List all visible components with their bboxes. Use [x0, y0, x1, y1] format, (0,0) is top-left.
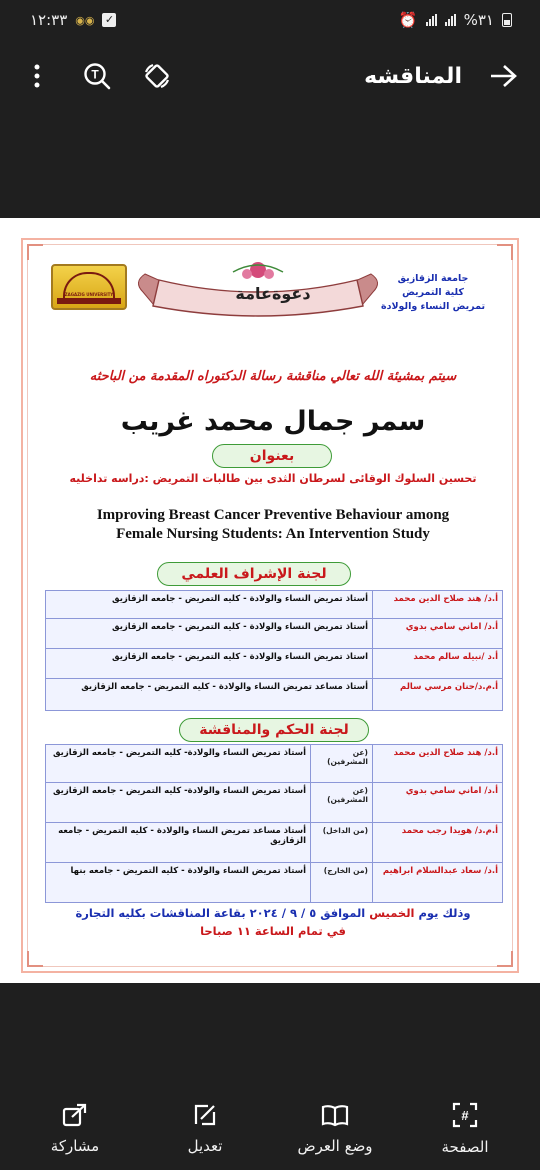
page-scan-icon	[452, 1102, 478, 1128]
member-name: أ.د/ سعاد عبدالسلام ابراهيم	[373, 863, 503, 903]
frame-corner	[497, 244, 513, 260]
signal-icon	[426, 14, 437, 26]
judgment-label: لجنة الحكم والمناقشة	[199, 722, 349, 738]
share-label: مشاركة	[50, 1137, 100, 1155]
svg-text:T: T	[91, 67, 99, 82]
footer-prefix: وذلك يوم	[418, 906, 471, 920]
book-icon	[321, 1103, 349, 1127]
department-name: تمريض النساء والولادة	[380, 301, 486, 312]
logo-caption: ZAGAZIG UNIVERSITY	[64, 292, 114, 297]
status-right	[399, 11, 512, 29]
researcher-name: سمر جمال محمد غريب	[120, 406, 426, 437]
app-bar-title-group	[364, 61, 518, 91]
university-name: جامعة الزقازيق	[397, 273, 469, 284]
page-label: الصفحة	[441, 1138, 489, 1156]
table-row	[46, 823, 503, 863]
english-title-line: Improving Breast Cancer Preventive Behaviour among	[96, 507, 450, 523]
view-mode-label: وضع العرض	[297, 1137, 373, 1155]
page-button[interactable]	[410, 1102, 520, 1156]
battery-text: %٣١	[463, 11, 494, 29]
frame-corner	[497, 951, 513, 967]
share-icon	[62, 1103, 88, 1127]
table-row	[46, 783, 503, 823]
app-bar	[0, 40, 540, 112]
bottom-nav	[0, 1088, 540, 1170]
check-icon: ✓	[102, 13, 116, 27]
page-title: المناقشه	[364, 63, 462, 89]
member-affiliation: أستاذ تمريض النساء والولادة- كليه التمريض - جامعه الزقازيق	[46, 783, 311, 823]
view-mode-button[interactable]	[280, 1103, 390, 1155]
english-thesis-title	[53, 506, 493, 544]
footer-details: الموافق ٥ / ٩ / ٢٠٢٤ بقاعة المناقشات بكليه التجارة	[75, 906, 366, 920]
member-name: أ.د/ هند صلاح الدين محمد	[373, 591, 503, 619]
university-logo	[51, 264, 127, 310]
app-bar-actions	[22, 61, 172, 91]
edit-icon	[193, 1103, 217, 1127]
judgment-table	[45, 744, 503, 903]
footer-day: الخميس	[369, 906, 415, 920]
intro-text: سيتم بمشيئة الله تعالي مناقشة رسالة الدكتوراه المقدمة من الباحثه	[89, 369, 457, 384]
status-time: ١٢:٣٣	[30, 11, 68, 29]
arabic-thesis-title: تحسين السلوك الوقائى لسرطان الثدى بين طالبات التمريض :دراسه تداخليه	[69, 472, 477, 485]
member-role: (من الداخل)	[311, 823, 373, 863]
member-name: أ.د/ هند صلاح الدين محمد	[373, 745, 503, 783]
battery-icon	[502, 13, 512, 27]
member-affiliation: استاذ تمريض النساء والولادة - كليه التمريض - جامعه الزقازيق	[46, 649, 373, 679]
title-label: بعنوان	[249, 448, 295, 464]
supervision-label-pill	[157, 562, 351, 586]
status-left	[30, 11, 116, 29]
member-role: (من الخارج)	[311, 863, 373, 903]
table-row	[46, 619, 503, 649]
ribbon-title: دعوةعامة	[235, 284, 311, 303]
member-affiliation: أستاذ تمريض النساء والولادة - كليه التمريض - جامعه بنها	[46, 863, 311, 903]
english-title-line: Female Nursing Students: An Intervention Study	[116, 526, 430, 542]
supervision-table	[45, 590, 503, 711]
table-row	[46, 679, 503, 711]
title-label-pill	[212, 444, 332, 468]
member-affiliation: أستاذ تمريض النساء والولادة - كليه التمريض - جامعه الزقازيق	[46, 591, 373, 619]
share-button[interactable]	[20, 1103, 130, 1155]
back-arrow-icon[interactable]	[488, 61, 518, 91]
member-role: (عن المشرفين)	[311, 745, 373, 783]
member-affiliation: أستاذ مساعد تمريض النساء والولادة - كليه التمريض - جامعه الزقازيق	[46, 679, 373, 711]
app-notification-icon: ◉◉	[75, 13, 95, 27]
table-row	[46, 649, 503, 679]
member-name: أ.م.د/حنان مرسي سالم	[373, 679, 503, 711]
table-row	[46, 745, 503, 783]
signal-icon	[445, 14, 456, 26]
frame-corner	[27, 244, 43, 260]
table-row	[46, 863, 503, 903]
judgment-label-pill	[179, 718, 369, 742]
frame-corner	[27, 951, 43, 967]
member-affiliation: أستاذ مساعد تمريض النساء والولادة - كليه التمريض - جامعه الزقازيق	[46, 823, 311, 863]
rotate-icon[interactable]	[142, 61, 172, 91]
invitation-document	[21, 238, 519, 973]
alarm-icon: ⏰	[398, 11, 418, 29]
faculty-name: كلية التمريض	[402, 287, 464, 298]
defense-date-line	[53, 906, 493, 920]
text-search-icon[interactable]	[82, 61, 112, 91]
table-row	[46, 591, 503, 619]
member-role: (عن المشرفين)	[311, 783, 373, 823]
edit-label: تعديل	[187, 1137, 223, 1155]
svg-text:#: #	[461, 1108, 469, 1123]
member-affiliation: أستاذ تمريض النساء والولادة- كليه التمريض - جامعه الزقازيق	[46, 745, 311, 783]
member-name: أ.م.د/ هويدا رجب محمد	[373, 823, 503, 863]
member-affiliation: أستاذ تمريض النساء والولادة - كليه التمريض - جامعه الزقازيق	[46, 619, 373, 649]
edit-button[interactable]	[150, 1103, 260, 1155]
supervision-label: لجنة الإشراف العلمي	[181, 566, 327, 582]
member-name: أ.د /نبيله سالم محمد	[373, 649, 503, 679]
defense-time-line: في تمام الساعة ١١ صباحا	[200, 924, 346, 938]
status-bar	[0, 0, 540, 40]
more-icon[interactable]	[22, 61, 52, 91]
member-name: أ.د/ اماني سامي بدوي	[373, 619, 503, 649]
member-name: أ.د/ اماني سامي بدوي	[373, 783, 503, 823]
